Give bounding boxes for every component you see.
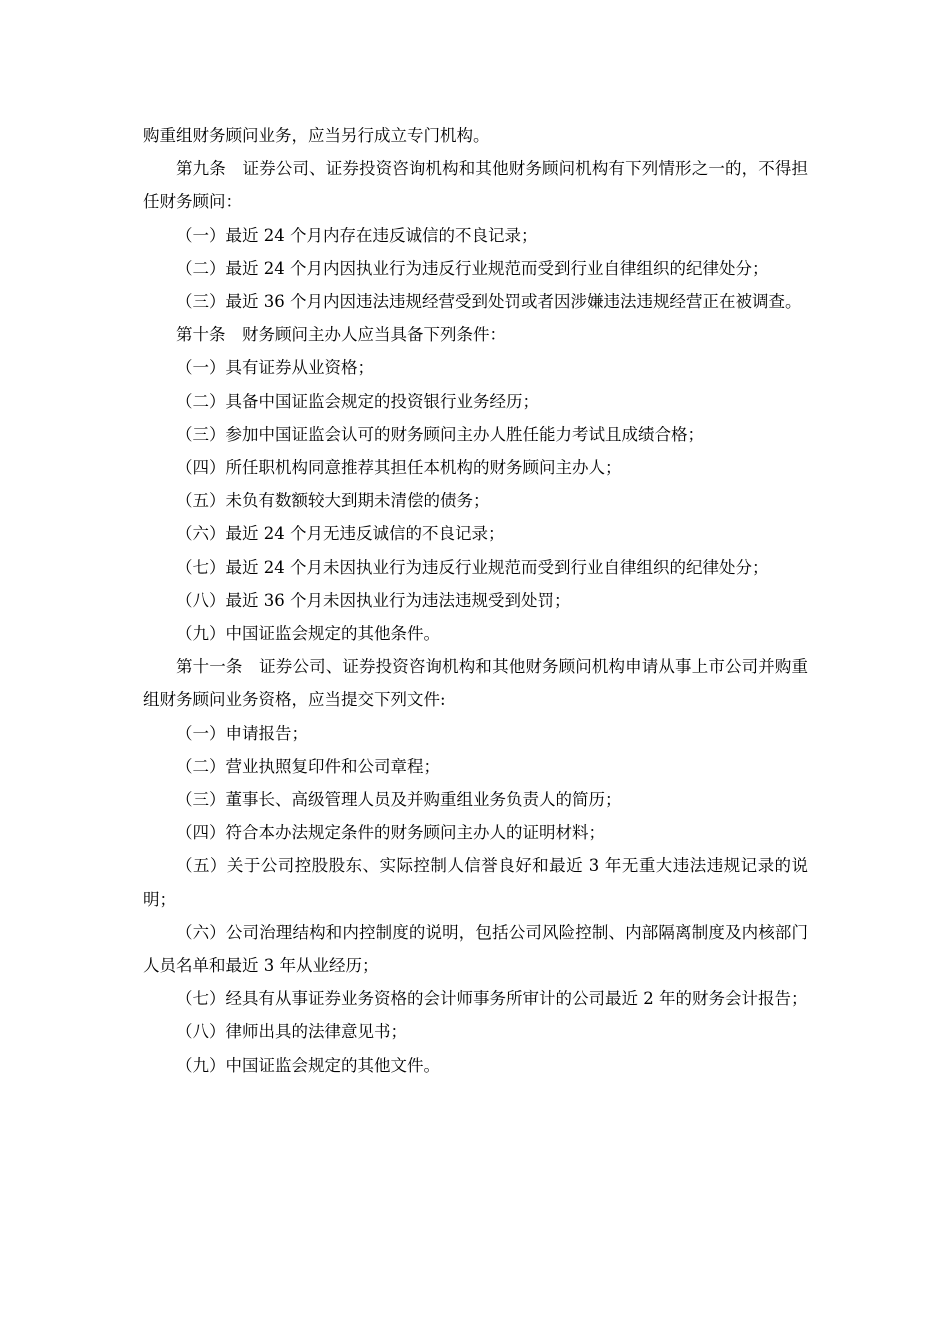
article-11-item-1: （一）申请报告； [176,723,308,743]
article-9-item-1: （一）最近 24 个月内存在违反诚信的不良记录； [176,225,538,245]
article-10-item-4: （四）所任职机构同意推荐其担任本机构的财务顾问主办人； [176,458,622,478]
article-11-item-6: （六）公司治理结构和内控制度的说明，包括公司风险控制、内部隔离制度及内核部门人员名单和最近 3 年从业经历； [143,922,808,976]
article-10-item-9: （九）中国证监会规定的其他条件。 [176,624,440,644]
article-10-item-8: （八）最近 36 个月未因执业行为违法违规受到处罚； [176,590,571,610]
article-10-heading: 第十条 财务顾问主办人应当具备下列条件： [176,325,506,345]
article-11-item-9: （九）中国证监会规定的其他文件。 [176,1055,440,1075]
article-10-item-2: （二）具备中国证监会规定的投资银行业务经历； [176,391,539,411]
article-11-item-8: （八）律师出具的法律意见书； [176,1022,407,1042]
article-11-item-3: （三）董事长、高级管理人员及并购重组业务负责人的简历； [176,790,622,810]
document-body [143,119,808,1082]
article-11-item-2: （二）营业执照复印件和公司章程； [176,756,440,776]
article-10-item-3: （三）参加中国证监会认可的财务顾问主办人胜任能力考试且成绩合格； [176,424,704,444]
article-9-item-3: （三）最近 36 个月内因违法违规经营受到处罚或者因涉嫌违法违规经营正在被调查。 [176,292,802,312]
article-9-heading: 第九条 证券公司、证券投资咨询机构和其他财务顾问机构有下列情形之一的，不得担任财务顾问： [143,159,808,212]
article-11-item-4: （四）符合本办法规定条件的财务顾问主办人的证明材料； [176,823,605,843]
article-11-item-7: （七）经具有从事证券业务资格的会计师事务所审计的公司最近 2 年的财务会计报告； [176,989,808,1009]
article-10-item-7: （七）最近 24 个月未因执业行为违反行业规范而受到行业自律组织的纪律处分； [176,557,769,577]
article-9-item-2: （二）最近 24 个月内因执业行为违反行业规范而受到行业自律组织的纪律处分； [176,258,769,278]
article-10-item-6: （六）最近 24 个月无违反诚信的不良记录； [176,524,505,544]
article-11-item-5: （五）关于公司控股股东、实际控制人信誉良好和最近 3 年无重大违法违规记录的说明； [143,856,808,909]
article-11-heading: 第十一条 证券公司、证券投资咨询机构和其他财务顾问机构申请从事上市公司并购重组财务顾问业务资格，应当提交下列文件: [143,657,808,710]
article-10-item-5: （五）未负有数额较大到期未清偿的债务； [176,491,490,511]
article-10-item-1: （一）具有证券从业资格； [176,358,374,378]
paragraph-continuation: 购重组财务顾问业务，应当另行成立专门机构。 [143,126,490,145]
